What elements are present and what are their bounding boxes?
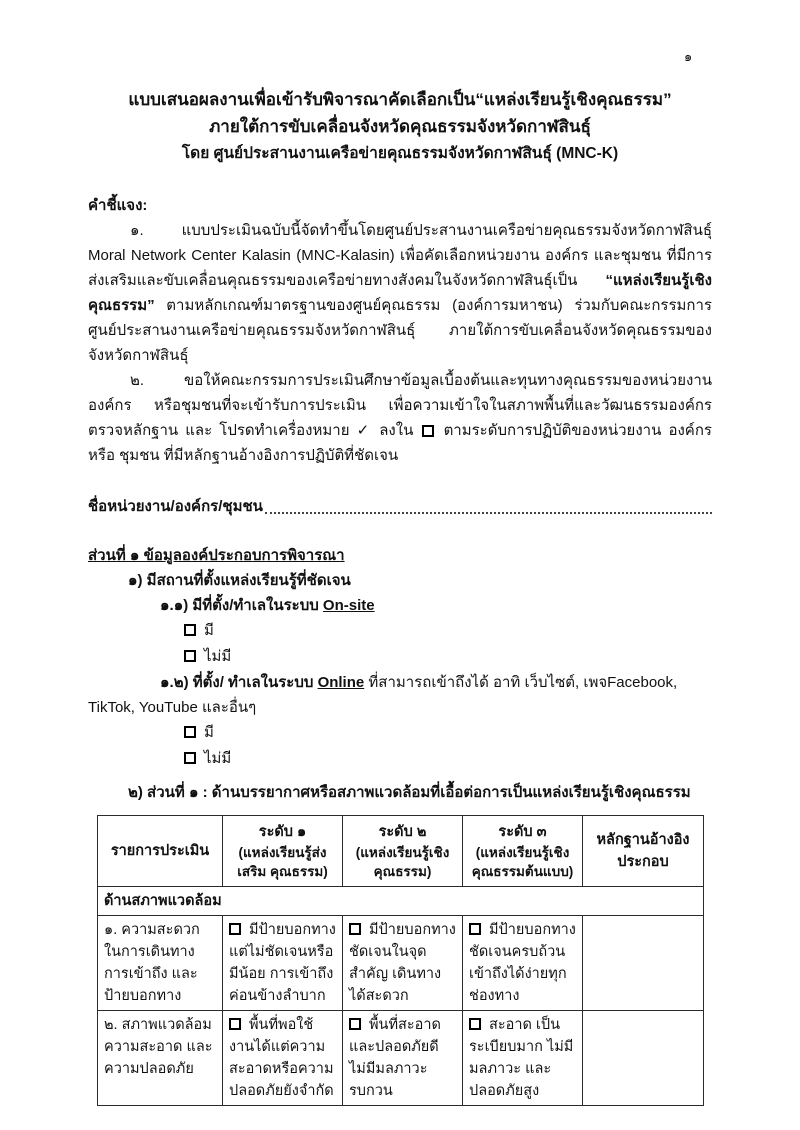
instructions-heading: คำชี้แจง: (88, 197, 148, 214)
paragraph-text: ๒. ขอให้คณะกรรมการประเมินศึกษาข้อมูลเบื้องต้นและทุนทางคุณธรรมของหน่วยงาน องค์กร หรือชุมชนที่จะเข้ารับการประเมิน เพื่อความเข้าใจในสภาพพื้นที่และวัฒนธรรมองค์กร ตรวจหลักฐาน และ โปรดทำเครื่องหมาย (88, 372, 712, 439)
level1-text: พื้นที่พอใช้งานได้แต่ความสะอาดหรือความปลอดภัยยังจำกัด (229, 1017, 334, 1099)
column-header-item: รายการประเมิน (98, 816, 223, 887)
onsite-no-label: ไม่มี (204, 648, 232, 665)
level3-subtitle: (แหล่งเรียนรู้เชิง คุณธรรมต้นแบบ) (471, 845, 574, 879)
onsite-link-text: On-site (322, 597, 375, 614)
org-name-label: ชื่อหน่วยงาน/องค์กร/ชุมชน (88, 498, 263, 515)
level1-cell (223, 1011, 343, 1106)
item-1-1-label (160, 593, 712, 618)
table-row (98, 916, 704, 1011)
online-link-text: Online (317, 674, 365, 691)
online-yes-label: มี (204, 724, 214, 741)
level1-text: มีป้ายบอกทางแต่ไม่ชัดเจนหรือมีน้อย การเข้าถึงค่อนข้างลำบาก (229, 922, 336, 1004)
paragraph-text: ลงใน (372, 422, 421, 439)
table-row (98, 1011, 704, 1106)
column-header-level2 (343, 816, 463, 887)
title-line-3: โดย ศูนย์ประสานงานเครือข่ายคุณธรรมจังหวัดกาฬสินธุ์ (MNC-K) (181, 145, 619, 162)
page-number: ๑ (684, 49, 693, 64)
level1-checkbox-icon[interactable] (229, 1018, 241, 1030)
online-no-option[interactable] (184, 746, 712, 772)
onsite-no-option[interactable] (184, 644, 712, 670)
section-row (98, 887, 704, 916)
onsite-yes-label: มี (204, 622, 214, 639)
level1-checkbox-icon[interactable] (229, 923, 241, 935)
item-1-2-text: ๑.๒) ที่ตั้ง/ ทำเลในระบบ (160, 674, 318, 691)
online-no-label: ไม่มี (204, 750, 232, 767)
level1-subtitle: (แหล่งเรียนรู้ส่งเสริม คุณธรรม) (237, 845, 328, 879)
section-title: ด้านสภาพแวดล้อม (98, 887, 704, 916)
level3-checkbox-icon[interactable] (469, 1018, 481, 1030)
title-line-1: แบบเสนอผลงานเพื่อเข้ารับพิจารณาคัดเลือกเป็น“แหล่งเรียนรู้เชิงคุณธรรม” (128, 90, 672, 109)
evidence-cell (583, 1011, 704, 1106)
highlighted-phrase: “แหล่งเรียนรู้เชิงคุณธรรม” (88, 272, 712, 314)
level2-checkbox-icon[interactable] (349, 1018, 361, 1030)
online-yes-option[interactable] (184, 720, 712, 746)
item-cell: ๑. ความสะดวก ในการเดินทาง การเข้าถึง และป้ายบอกทาง (98, 916, 223, 1011)
level2-text: พื้นที่สะอาดและปลอดภัยดี ไม่มีมลภาวะรบกวน (349, 1017, 441, 1099)
org-name-field[interactable] (88, 494, 712, 519)
instruction-paragraph-1 (88, 218, 712, 368)
evidence-cell (583, 916, 704, 1011)
level2-checkbox-icon[interactable] (349, 923, 361, 935)
level3-cell (463, 1011, 583, 1106)
part1-heading: ส่วนที่ ๑ ข้อมูลองค์ประกอบการพิจารณา (88, 547, 345, 564)
onsite-yes-option[interactable] (184, 618, 712, 644)
checkbox-icon (422, 425, 434, 437)
instruction-paragraph-2 (88, 368, 712, 468)
item-1-2-description: ที่สามารถเข้าถึงได้ อาทิ เว็บไซต์, เพจFacebook, TikTok, YouTube และอื่นๆ (88, 674, 678, 716)
level1-title: ระดับ ๑ (258, 824, 307, 840)
level2-subtitle: (แหล่งเรียนรู้เชิง คุณธรรม) (355, 845, 450, 879)
level2-cell (343, 916, 463, 1011)
document-title (88, 86, 712, 167)
level3-text: สะอาด เป็นระเบียบมาก ไม่มีมลภาวะ และปลอดภัยสูง (469, 1017, 574, 1099)
level3-title: ระดับ ๓ (498, 824, 547, 840)
level2-title: ระดับ ๒ (378, 824, 427, 840)
level1-cell (223, 916, 343, 1011)
org-name-fill-line[interactable] (265, 512, 712, 514)
onsite-no-checkbox-icon[interactable] (184, 650, 196, 662)
online-yes-checkbox-icon[interactable] (184, 726, 196, 738)
item-cell: ๒. สภาพแวดล้อม ความสะอาด และ ความปลอดภัย (98, 1011, 223, 1106)
online-no-checkbox-icon[interactable] (184, 752, 196, 764)
item-2-label: ๒) ส่วนที่ ๑ : ด้านบรรยากาศหรือสภาพแวดล้อมที่เอื้อต่อการเป็นแหล่งเรียนรู้เชิงคุณธรรม (128, 784, 691, 801)
level2-text: มีป้ายบอกทางชัดเจนในจุดสำคัญ เดินทางได้สะดวก (349, 922, 456, 1004)
level3-cell (463, 916, 583, 1011)
column-header-evidence: หลักฐานอ้างอิง ประกอบ (583, 816, 704, 887)
paragraph-text: ๑. แบบประเมินฉบับนี้จัดทำขึ้นโดยศูนย์ประสานงานเครือข่ายคุณธรรมจังหวัดกาฬสินธุ์ Moral Network Center Kalasin (MNC-Kalasin) เพื่อคัดเลือกหน่วยงาน องค์กร และชุมชน ที่มีการส่งเสริมและขับเคลื่อนคุณธรรมของเครือข่ายทางสังคมในจังหวัดกาฬสินธุ์เป็น (88, 222, 712, 289)
level3-text: มีป้ายบอกทางชัดเจนครบถ้วน เข้าถึงได้ง่ายทุกช่องทาง (469, 922, 576, 1004)
paragraph-text: ตามระดับการปฏิบัติของหน่วยงาน องค์กร หรือ ชุมชน ที่มีหลักฐานอ้างอิงการปฏิบัติที่ชัดเจน (88, 422, 712, 464)
title-line-2: ภายใต้การขับเคลื่อนจังหวัดคุณธรรมจังหวัดกาฬสินธุ์ (209, 117, 591, 136)
item-1-2-label (88, 670, 712, 720)
column-header-level1 (223, 816, 343, 887)
item-1-1-text: ๑.๑) มีที่ตั้ง/ทำเลในระบบ (160, 597, 323, 614)
evaluation-table (97, 815, 704, 1106)
table-header-row (98, 816, 704, 887)
item-1-label: ๑) มีสถานที่ตั้งแหล่งเรียนรู้ที่ชัดเจน (128, 572, 351, 589)
column-header-level3 (463, 816, 583, 887)
check-mark-icon: ✓ (356, 422, 373, 439)
onsite-yes-checkbox-icon[interactable] (184, 624, 196, 636)
level3-checkbox-icon[interactable] (469, 923, 481, 935)
level2-cell (343, 1011, 463, 1106)
paragraph-text: ตามหลักเกณฑ์มาตรฐานของศูนย์คุณธรรม (องค์การมหาชน) ร่วมกับคณะกรรมการศูนย์ประสานงานเครือข่ายคุณธรรมจังหวัดกาฬสินธุ์ ภายใต้การขับเคลื่อนจังหวัดคุณธรรมของจังหวัดกาฬสินธุ์ (88, 297, 712, 364)
